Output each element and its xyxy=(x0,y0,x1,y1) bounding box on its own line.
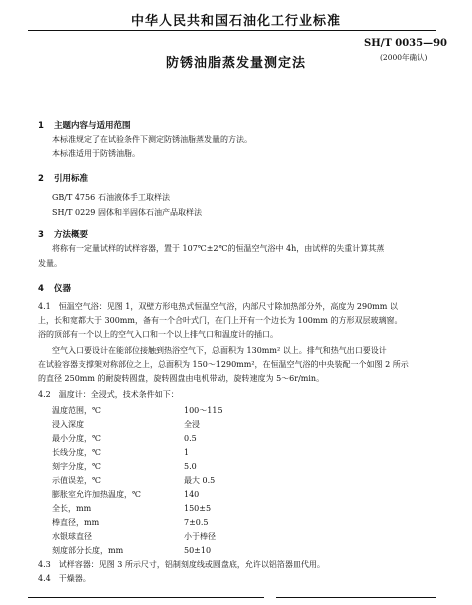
section-title: 仪器 xyxy=(54,284,72,294)
spec-row xyxy=(52,432,197,445)
spec-value: 140 xyxy=(184,490,200,499)
spec-value: 100～115 xyxy=(184,406,223,415)
summary-line-1: 将称有一定量试样的试样容器，置于 107℃±2℃的恒温空气浴中 4h，由试样的失重计算其蒸 xyxy=(52,244,385,253)
clause-4-1-line-2: 上，长和宽都大于 300mm，备有一个合叶式门，在门上开有一个边长为 100mm 的方形双层玻璃窗。 xyxy=(38,316,403,325)
section-heading-2 xyxy=(38,172,88,184)
header-divider xyxy=(28,30,436,31)
clause-4-2: 4.2 温度计：全浸式，技术条件如下： xyxy=(38,390,179,399)
section-number: 1 xyxy=(38,121,44,131)
spec-label: 浸入深度 xyxy=(52,420,84,429)
section-number: 3 xyxy=(38,230,44,240)
section-heading-1 xyxy=(38,119,131,131)
spec-label: 全长，mm xyxy=(52,504,92,513)
summary-line-2: 发量。 xyxy=(38,259,62,268)
spec-row xyxy=(52,404,223,417)
spec-label: 水银球直径 xyxy=(52,532,92,541)
spec-row xyxy=(52,474,215,487)
spec-value: 0.5 xyxy=(184,434,197,443)
spec-value: 150±5 xyxy=(184,504,212,513)
spec-label: 温度范围，℃ xyxy=(52,406,101,415)
clause-4-1-line-5: 在试验容器支撑架对称部位之上，总面积为 150～1290mm²，在恒温空气浴的中央装配一个如图 2 所示 xyxy=(38,360,409,369)
spec-value: 7±0.5 xyxy=(184,518,209,527)
scope-line-2: 本标准适用于防锈油脂。 xyxy=(52,149,140,158)
spec-row xyxy=(52,544,211,557)
footer-divider xyxy=(28,597,436,598)
spec-row xyxy=(52,516,209,529)
spec-label: 最小分度，℃ xyxy=(52,434,101,443)
reference-item xyxy=(52,207,202,218)
reference-title: 石油液体手工取样法 xyxy=(98,193,170,202)
spec-label: 棒直径，mm xyxy=(52,518,100,527)
spec-row xyxy=(52,502,211,515)
clause-4-3: 4.3 试样容器：见图 3 所示尺寸，铝制刻度线或圆盘底，允许以铝箔器皿代用。 xyxy=(38,560,325,569)
section-number: 4 xyxy=(38,284,44,294)
spec-label: 刻度部分长度，mm xyxy=(52,546,124,555)
clause-4-4: 4.4 干燥器。 xyxy=(38,574,91,583)
section-title: 主题内容与适用范围 xyxy=(54,121,131,131)
confirmation-note: (2000年确认) xyxy=(380,53,428,62)
footer-gap xyxy=(264,592,276,598)
section-title: 引用标准 xyxy=(54,174,89,184)
spec-row xyxy=(52,460,197,473)
spec-value: 全浸 xyxy=(184,420,200,429)
section-heading-3 xyxy=(38,228,88,240)
spec-label: 示值误差，℃ xyxy=(52,476,101,485)
reference-title: 固体和半固体石油产品取样法 xyxy=(98,208,202,217)
document-title: 防锈油脂蒸发量测定法 xyxy=(165,56,306,71)
spec-label: 刻字分度，℃ xyxy=(52,462,101,471)
clause-4-1-line-3: 浴的顶部有一个以上的空气入口和一个以上排气口和温度计的插口。 xyxy=(38,330,278,339)
reference-item xyxy=(52,192,170,203)
spec-row xyxy=(52,488,199,501)
section-heading-4 xyxy=(38,282,71,294)
spec-value: 小于棒径 xyxy=(184,532,216,541)
spec-value: 5.0 xyxy=(184,462,197,471)
spec-value: 最大 0.5 xyxy=(184,476,216,485)
spec-value: 50±10 xyxy=(184,546,212,555)
reference-code: GB/T 4756 xyxy=(52,193,96,202)
spec-label: 长线分度，℃ xyxy=(52,448,101,457)
standard-number: SH/T 0035—90 xyxy=(364,38,447,49)
spec-row xyxy=(52,446,189,459)
spec-label: 膨胀室允许加热温度，℃ xyxy=(52,490,141,499)
reference-code: SH/T 0229 xyxy=(52,208,96,217)
spec-value: 1 xyxy=(184,448,190,457)
clause-4-1-line-6: 的直径 250mm 的耐旋转圆盘，旋转圆盘由电机带动，旋转速度为 5～6r/min。 xyxy=(38,374,325,383)
section-title: 方法概要 xyxy=(54,230,89,240)
section-number: 2 xyxy=(38,174,44,184)
spec-row xyxy=(52,530,216,543)
spec-row xyxy=(52,418,200,431)
clause-4-1-line-1: 4.1 恒温空气浴：见图 1，双壁方形电热式恒温空气浴，内部尺寸除加热部分外，高度为 290mm 以 xyxy=(38,302,398,311)
scope-line-1: 本标准规定了在试验条件下测定防锈油脂蒸发量的方法。 xyxy=(52,135,252,144)
issuing-organization: 中华人民共和国石油化工行业标准 xyxy=(130,14,341,29)
clause-4-1-line-4: 空气入口要设计在能部位接触到热浴空气下，总面积为 130mm² 以上。排气和热气出口要设计 xyxy=(52,346,387,355)
